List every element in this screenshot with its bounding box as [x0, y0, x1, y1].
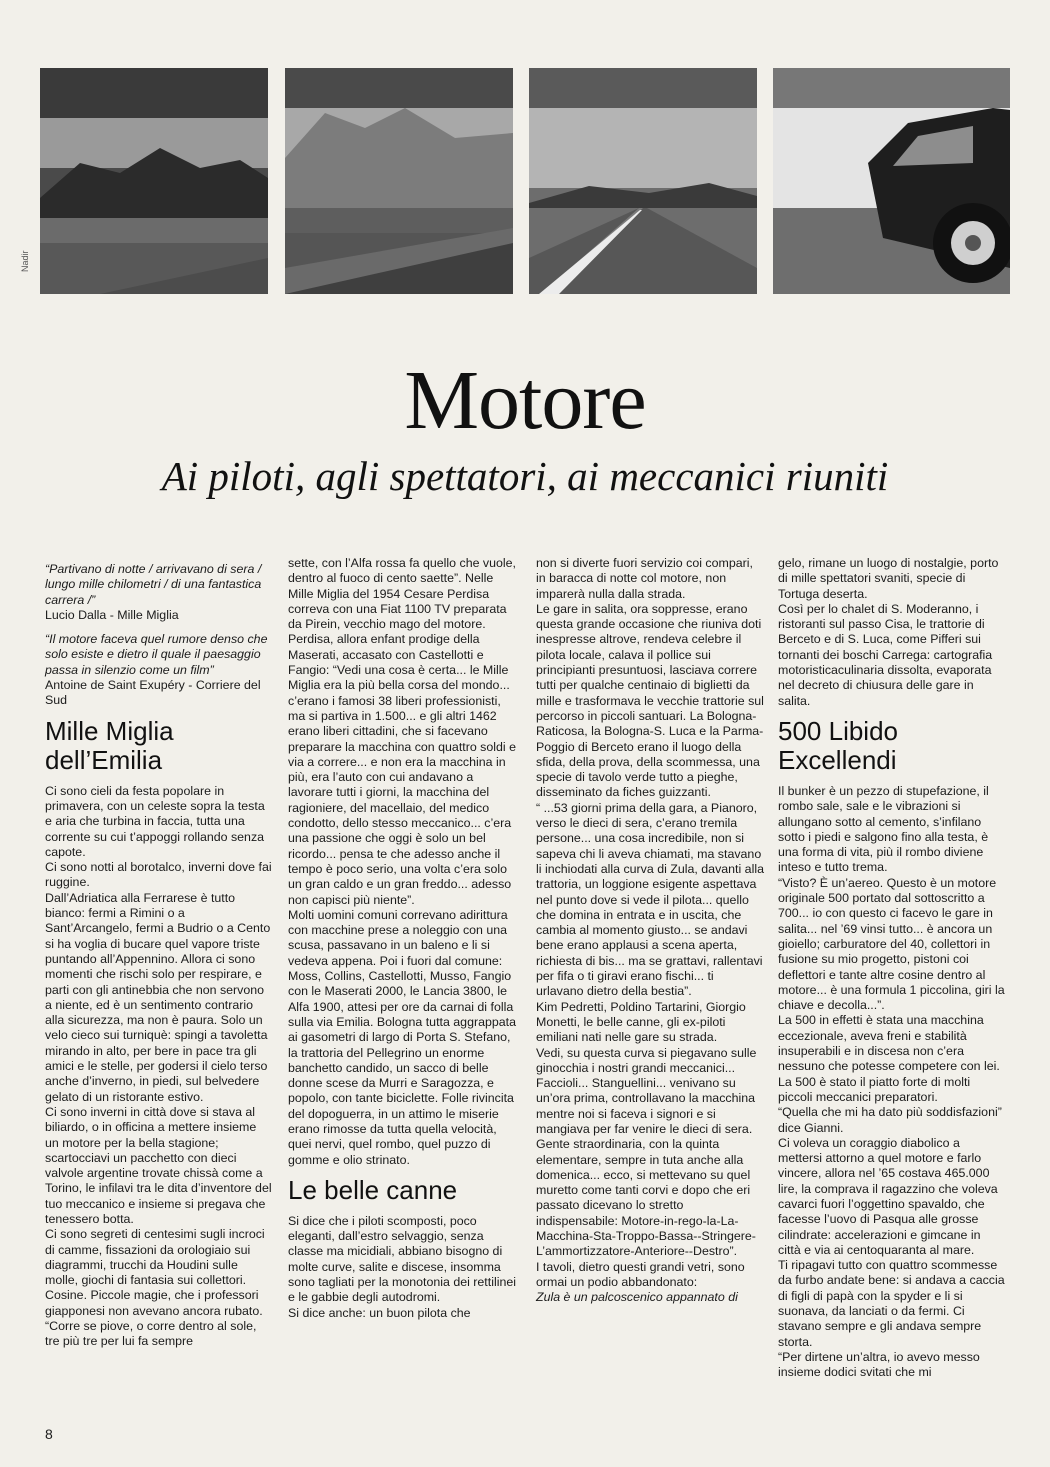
photo-car-on-road: [773, 68, 1010, 294]
paragraph: La 500 è stato il piatto forte di molti piccoli meccanici preparatori.: [778, 1074, 971, 1104]
paragraph: Vedi, su questa curva si piegavano sulle ginocchia i nostri grandi meccanici... Faccioli... Stanguellini... venivano su un’ora prima, controllavano la macchina mentre noi si faceva i signori e si mangiava per far venire le dieci di sera. Gente straordinaria, con la quinta elementare, sempre in tuta anche alla domenica... ecco, si mettevano su quel muretto come tanti corvi e dopo che eri passato dicevano lo stretto indispensabile: Motore-in-rego-la-La-Macchina-Sta-Troppo-Bassa--Stringere-L’ammortizzatore-Anteriore--Destro”.: [536, 1045, 757, 1259]
paragraph: Ti ripagavi tutto con quattro scommesse da furbo andate bene: si andava a caccia di figli di papà con la spyder e li si suonava, da lanciati o da fermi. Ci stavano sempre e gli andava sempre storta.: [778, 1258, 1005, 1349]
photo-credit: Nadir: [20, 250, 30, 272]
page-subtitle: Ai piloti, agli spettatori, ai meccanici riuniti: [161, 453, 889, 499]
text-column-3: [536, 556, 764, 1306]
text-column-1: [45, 562, 273, 1350]
paragraph: sette, con l’Alfa rossa fa quello che vuole, dentro al fuoco di cento saette”. Nelle Mille Miglia del 1954 Cesare Perdisa correva con una Fiat 1100 TV preparata da Pirein, vecchio mago del motore.: [288, 556, 516, 632]
text-column-4: [778, 556, 1006, 1381]
paragraph: gelo, rimane un luogo di nostalgie, porto di mille spettatori svaniti, specie di Tortuga deserta.: [778, 556, 999, 601]
paragraph: Si dice anche: un buon pilota che: [288, 1305, 471, 1320]
page-number: 8: [45, 1426, 53, 1442]
paragraph: Zula è un palcoscenico appannato di: [536, 1290, 738, 1305]
quote-dalla: “Partivano di notte / arrivavano di sera / lungo mille chilometri / di una fantastica carrera /”: [45, 562, 262, 607]
quote-saint-exupery: “Il motore faceva quel rumore denso che solo esiste e dietro il quale il paesaggio passa in silenzio come un film”: [45, 632, 268, 677]
paragraph: Ci sono segreti di centesimi sugli incroci di camme, fissazioni da orologiaio sui diagrammi, trucchi da Houdini sulle molle, giochi di fantasia sui collettori. Cosine. Piccole magie, che i professori giapponesi non avevano ancora rubato.: [45, 1227, 265, 1318]
section-heading-belle-canne: Le belle canne: [288, 1174, 458, 1205]
paragraph: “Quella che mi ha dato più soddisfazioni” dice Gianni.: [778, 1105, 1002, 1135]
paragraph: “Corre se piove, o corre dentro al sole, tre più tre per lui fa sempre: [45, 1319, 257, 1349]
paragraph: Kim Pedretti, Poldino Tartarini, Giorgio Monetti, le belle canne, gli ex-piloti emiliani nati nelle gare su strada.: [536, 999, 746, 1045]
quote-dalla-author: Lucio Dalla - Mille Miglia: [45, 607, 179, 622]
paragraph: Le gare in salita, ora soppresse, erano questa grande occasione che riuniva doti inespresse altrove, rendeva celebre il pilota locale, calava il pollice sui principianti presuntuosi, lasciava correre tutti per qualche centinaio di biglietti da mille e trasformava le vecchie trattorie sul percorso in piccoli santuari. La Bologna-Raticosa, la Bologna-S. Luca e la Parma-Poggio di Berceto erano il luogo della sfida, della prova, della scommessa, una specie di tavolo verde tutto a pieghe, disseminato da fiches guizzanti.: [536, 601, 764, 800]
paragraph: I tavoli, dietro questi grandi vetri, sono ormai un podio abbandonato:: [536, 1259, 745, 1289]
paragraph: “Visto? È un’aereo. Questo è un motore originale 500 portato dal sottoscritto a 700... io con questo ci facevo le gare in salita... nel ’69 vinsi tutto... è ancora un gioiello; carburatore del 40, collettori in fusione su mio progetto, pistoni coi deflettori e tante altre cosine dentro al motore... è una formula 1 piccolina, giri la chiave e decolla...”.: [778, 875, 1005, 1013]
text-column-2: [288, 556, 516, 1321]
paragraph: Ci sono notti al borotalco, inverni dove fai ruggine.: [45, 860, 272, 890]
section-heading-500-libido: 500 Libido Excellendi: [778, 715, 898, 775]
paragraph: Perdisa, allora enfant prodige della Maserati, accasato con Castellotti e Fangio: “Vedi una cosa è certa... le Mille Miglia era la più bella corsa del mondo... c’erano i famosi 38 liberi professionisti, ma si partiva in 1.500... e gli altri 1462 erano liberi cittadini, che si facevano preparare la macchina con quattro soldi e via a correre... e non era la macchina in più, era l’auto con cui andavano a lavorare tutti i giorni, la macchina del ragioniere, del macellaio, del medico condotto, dello stesso meccanico... c’era una passione che oggi è solo un bel ricordo... pensa te che adesso anche il tempo è poco serio, una volta c’era solo un gran caldo e un gran freddo... adesso non capisci più niente”.: [288, 632, 516, 907]
photo-mountains-desert: [40, 68, 268, 294]
paragraph: “ ...53 giorni prima della gara, a Pianoro, verso le dieci di sera, c’erano tremila persone... una cosa incredibile, non si sapeva chi li aveva chiamati, ma stavano li inchiodati alla curva di Zula, davanti alla trattoria, un loggione esigente aspettava nel punto dove si vede il pilota... quello che domina in entrata e in uscita, che cambia al momento giusto... se andavi bene erano applausi a scena aperta, richiesta di bis... ma se grattavi, rallentavi per fifa o ti giravi erano fischi... ti urlavano dietro della bestia”.: [536, 800, 764, 999]
page-title: Motore: [404, 354, 646, 447]
quote-saint-exupery-author: Antoine de Saint Exupéry - Corriere del Sud: [45, 678, 261, 708]
photo-road-centerline: [529, 68, 757, 294]
paragraph: Ci sono cieli da festa popolare in primavera, con un celeste sopra la testa e aria che turbina in faccia, tutta una corrente su cui t’appoggi rollando senza capote.: [45, 783, 265, 859]
section-heading-mille-miglia: Mille Miglia dell’Emilia: [45, 715, 174, 775]
paragraph: Ci voleva un coraggio diabolico a mettersi attorno a quel motore e farlo vincere, allora nel ’65 costava 465.000 lire, la comprava il ragazzino che voleva cavarci fuori l’oggettino spavaldo, che facesse l’uovo di Pasqua alle grosse cilindrate: accelerazioni e gimcane in città e via ai centoquaranta al mare.: [778, 1135, 998, 1257]
paragraph: Così per lo chalet di S. Moderanno, i ristoranti sul passo Cisa, le trattorie di Berceto e di S. Luca, come Pifferi sui tornanti dei boschi Carrega: cartografia motoristicaculinaria dissolta, evaporata nel decreto di chiusura delle gare in salita.: [778, 601, 993, 708]
paragraph: La 500 in effetti è stata una macchina eccezionale, aveva freni e stabilità insuperabili e in discesa non c’era nessuno che potesse competere con lei.: [778, 1013, 1000, 1074]
paragraph: “Per dirtene un’altra, io avevo messo insieme dodici svitati che mi: [778, 1349, 980, 1380]
photo-road-mountains: [285, 68, 513, 294]
paragraph: Ci sono inverni in città dove si stava al biliardo, o in officina a mettere insieme un motore per la bella stagione; scartocciavi un pacchetto con dieci valvole argentine trovate chissà come a Torino, le infilavi tra le dita d’inventore del tuo meccanico e insieme si pregava che tenessero botta.: [45, 1104, 272, 1226]
paragraph: Si dice che i piloti scomposti, poco eleganti, dall’estro selvaggio, senza classe ma micidiali, abbiano bisogno di molte curve, salite e discese, insomma sono tagliati per la monotonia dei rettilinei e le gabbie degli autodromi.: [288, 1213, 516, 1305]
paragraph: non si diverte fuori servizio coi compari, in baracca di notte col motore, non imparerà nulla dalla strada.: [536, 556, 753, 601]
paragraph: Il bunker è un pezzo di stupefazione, il rombo sale, sale e le vibrazioni si allungano sotto al cemento, s’infilano sotto i piedi e salgono fino alla testa, è una forma di vita, più il rombo diviene inteso e tutto trema.: [778, 783, 989, 875]
paragraph: Dall’Adriatica alla Ferrarese è tutto bianco: fermi a Rimini o a Sant’Arcangelo, fermi a Budrio o a Cento si ha voglia di bucare quel vapore triste puntando all’Appennino. Allora ci sono momenti che rischi solo per respirare, e parti con gli antinebbia che non servono a niente, ed è un sentimento contrario alla sicurezza, ma non è paura. Solo un velo cieco sui turniquè: spingi a tavoletta mirando in alto, per bere in pace tra gli amici e le stelle, per godersi il cielo terso anche d’inverno, in piedi, sul belvedere gelato di un ristorante estivo.: [45, 890, 271, 1104]
paragraph: Molti uomini comuni correvano adirittura con macchine prese a noleggio con una scusa, passavano in un baleno e li si vedeva appena. Poi i fuori dal comune: Moss, Collins, Castellotti, Musso, Fangio con le Maserati 2000, le Lancia 3800, le Alfa 1900, attesi per ore da carnai di folla sulla via Emilia. Bologna tutta aggrappata ai gasometri di largo di Porta S. Stefano, la trattoria del Pellegrino un enorme banchetto candido, un sacco di belle donne scese da Murri e Saragozza, e popolo, con tante biciclette. Folle rivincita del dopoguerra, in un attimo le miserie erano rimosse da tutta quella velocità, quei nervi, quel rombo, quel puzzo di gomme e olio strinato.: [288, 907, 516, 1167]
